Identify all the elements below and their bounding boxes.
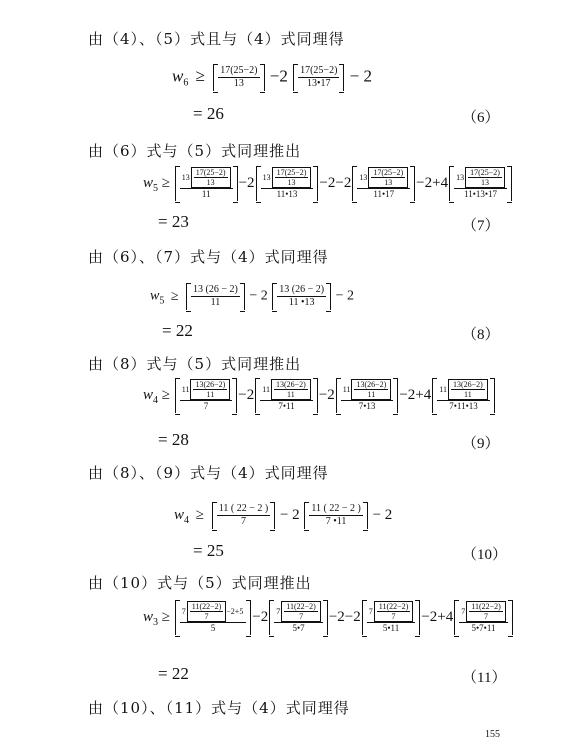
paragraph-2: 由（6）式与（5）式同理推出 <box>88 142 302 160</box>
equation-8: $w_5$ ≥ $\frac{13 (26 - 2)}{11}$ − 2 $\frac{13 (26 - 2)}{11 •13}$ − 2 <box>150 284 354 308</box>
bracket: $\frac{17(25-2)}{13•17}$ <box>293 64 344 91</box>
paragraph-7: 由（10）、（11）式与（4）式同理得 <box>88 699 350 717</box>
equation-number-6: （6） <box>462 110 500 126</box>
paragraph-4: 由（8）式与（5）式同理推出 <box>88 355 302 373</box>
equation-10: $w_4$ ≥ $\frac{11 ( 22 - 2 )}{7}$ − 2 $\frac{11 ( 22 - 2 )}{7 •11}$ − 2 <box>174 503 393 527</box>
paragraph-1: 由（4）、（5）式且与（4）式同理得 <box>88 30 345 48</box>
result-7: = 23 <box>158 212 189 231</box>
result-6: = 26 <box>193 104 224 123</box>
result-8: = 22 <box>162 321 193 340</box>
paragraph-5: 由（8）、（9）式与（4）式同理得 <box>88 464 329 482</box>
equation-number-10: （10） <box>462 547 508 563</box>
equation-number-8: （8） <box>462 327 500 343</box>
equation-6: $w_6$ ≥ $\frac{17(25-2)}{13}$ −2 $\frac{17(25-2)}{13•17}$ − 2 <box>172 65 372 89</box>
result-11: = 22 <box>158 664 189 683</box>
equation-number-7: （7） <box>462 218 500 234</box>
equation-number-9: （9） <box>462 436 500 452</box>
paragraph-6: 由（10）式与（5）式同理推出 <box>88 574 312 592</box>
equation-7: $w_5$ ≥ 13 $\frac{17(25-2)}{13}$ 11 −2 13 $\frac{17(25-2)}{13}$ 11•13 −2−2 13 $\frac{17(25-2)}{13}$ 11•17 −2+4 13 $\frac{17(25-2)}{13}$ 11•13•17 <box>143 166 513 201</box>
bracket: $\frac{17(25-2)}{13}$ <box>213 64 264 91</box>
paragraph-3: 由（6）、（7）式与（4）式同理得 <box>88 248 329 266</box>
result-9: = 28 <box>158 430 189 449</box>
equation-number-11: （11） <box>462 670 507 686</box>
equation-9: $w_4$ ≥ 11 $\frac{13(26-2)}{11}$ 7 −2 11 $\frac{13(26-2)}{11}$ 7•11 −2 11 $\frac{13(26-2)}{11}$ 7•13 −2+4 11 $\frac{13(26-2)}{11}$ 7•11•13 <box>143 378 496 413</box>
page-number: 155 <box>485 729 500 740</box>
equation-11: $w_3$ ≥ 7 $\frac{11(22-2)}{7}$ −2+5 5 −2 7 $\frac{11(22-2)}{7}$ 5•7 −2−2 7 $\frac{11(22-2)}{7}$ 5•11 −2+4 7 $\frac{11(22-2)}{7}$ 5•7•11 <box>143 600 514 635</box>
result-10: = 25 <box>193 541 224 560</box>
